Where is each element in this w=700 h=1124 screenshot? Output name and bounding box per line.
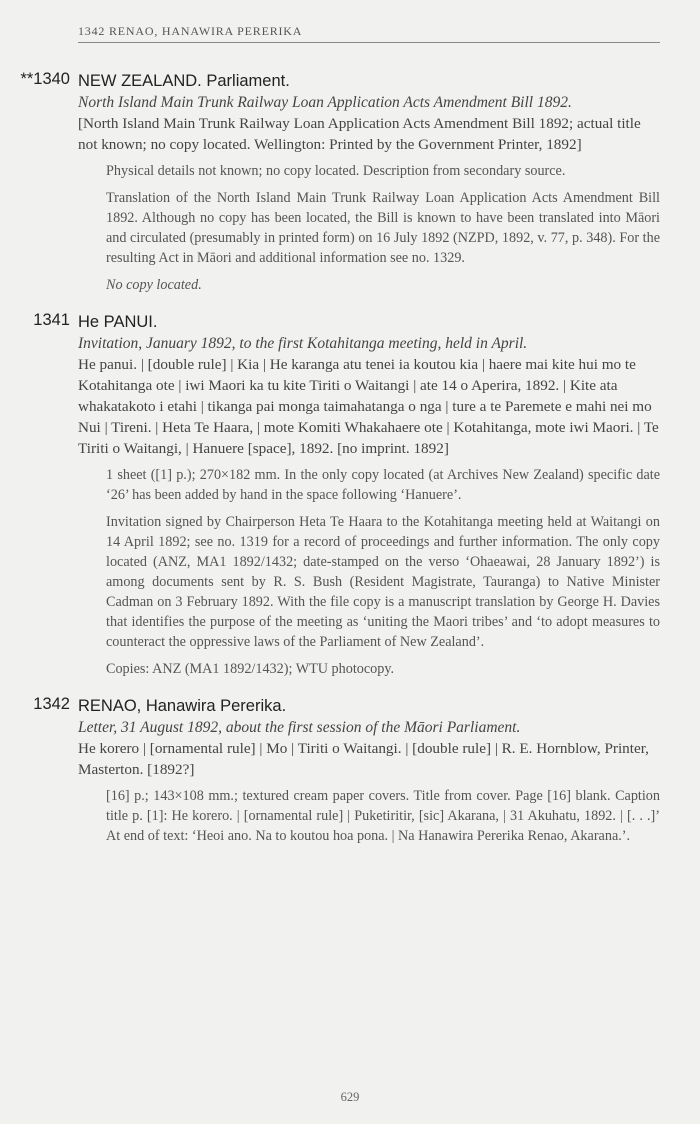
entry-body bbox=[78, 311, 660, 679]
running-head: 1342 RENAO, HANAWIRA PERERIKA bbox=[78, 24, 660, 43]
entry-note: 1 sheet ([1] p.); 270×182 mm. In the only copy located (at Archives New Zealand) specific date ‘26’ has been added by hand in the space following ‘Hanuere’. bbox=[106, 467, 660, 503]
entry-number: 1341 bbox=[33, 311, 70, 329]
entry-title: North Island Main Trunk Railway Loan Application Acts Amendment Bill 1892. bbox=[78, 94, 572, 111]
catalogue-page bbox=[0, 70, 700, 862]
page-number: 629 bbox=[340, 1090, 360, 1104]
entry-body bbox=[78, 70, 660, 295]
entry-number: 1342 bbox=[33, 695, 70, 713]
entry-transcription: He panui. | [double rule] | Kia | He karanga atu tenei ia koutou kia | haere mai kite hui mo te Kotahitanga ote | iwi Maori ka tu kite Tiriti o Waitangi | ate 14 o Aperira, 1892. | Kite ata whakatakoto i etahi | tikanga pai monga taimahatanga o nga | ture a te Paremete e mahi nei mo Nui | Tireni. | Heta Te Haara, | mote Komiti Whakahaere ote | Kotahitanga, mote iwi Maori. | Te Tiriti o Waitangi, | Hanuere [space], 1892. [no imprint. 1892] bbox=[78, 356, 659, 457]
entry-heading: RENAO, Hanawira Pererika. bbox=[78, 697, 287, 715]
entry-note-copies: Copies: ANZ (MA1 1892/1432); WTU photocopy. bbox=[106, 661, 395, 677]
entry-title: Letter, 31 August 1892, about the first session of the Māori Parliament. bbox=[78, 719, 521, 736]
entry-note: Invitation signed by Chairperson Heta Te Haara to the Kotahitanga meeting held at Waitangi on 14 April 1892; see no. 1319 for a record of proceedings and further information. The only copy located (ANZ, MA1 1892/1432; date-stamped on the verso ‘Ohaeawai, 28 January 1892’) is among documents sent by R. S. Bush (Resident Magistrate, Tauranga) to Native Minister Cadman on 3 February 1892. With the file copy is a manuscript translation by George H. Davies that identifies the purpose of the meeting as ‘uniting the Maori tribes’ and ‘to adopt measures to counteract the oppressive laws of the Parliament of New Zealand’. bbox=[106, 514, 660, 650]
entry-notes bbox=[106, 465, 660, 679]
entry-notes bbox=[106, 161, 660, 295]
entry-notes bbox=[106, 786, 660, 846]
entry-note: Physical details not known; no copy located. Description from secondary source. bbox=[106, 163, 566, 179]
catalogue-entry-1342 bbox=[0, 695, 700, 846]
entry-note: [16] p.; 143×108 mm.; textured cream paper covers. Title from cover. Page [16] blank. Caption title p. [1]: He korero. | [ornamental rule] | Puketiritir, [sic] Akarana, | 31 Akuhatu, 1892. | [. . .]’ At end of text: ‘Heoi ano. Na to koutou hoa pona. | Na Hanawira Pererika Renao, Akarana.’. bbox=[106, 788, 660, 844]
entry-title: Invitation, January 1892, to the first Kotahitanga meeting, held in April. bbox=[78, 335, 528, 352]
entry-body bbox=[78, 695, 660, 846]
entry-number: **1340 bbox=[20, 70, 70, 88]
catalogue-entry-1341 bbox=[0, 311, 700, 679]
catalogue-entry-1340 bbox=[0, 70, 700, 295]
entry-note: Translation of the North Island Main Trunk Railway Loan Application Acts Amendment Bill 1892. Although no copy has been located, the Bill is known to have been translated into Māori and circulated (presumably in printed form) on 16 July 1892 (NZPD, 1892, v. 77, p. 348). For the resulting Act in Māori and additional information see no. 1329. bbox=[106, 190, 660, 266]
entry-transcription: [North Island Main Trunk Railway Loan Application Acts Amendment Bill 1892; actual title not known; no copy located. Wellington: Printed by the Government Printer, 1892] bbox=[78, 115, 641, 153]
entry-heading: He PANUI. bbox=[78, 313, 158, 331]
entry-transcription: He korero | [ornamental rule] | Mo | Tiriti o Waitangi. | [double rule] | R. E. Hornblow, Printer, Masterton. [1892?] bbox=[78, 740, 649, 778]
entry-note-location: No copy located. bbox=[106, 277, 202, 293]
entry-heading: NEW ZEALAND. Parliament. bbox=[78, 72, 290, 90]
